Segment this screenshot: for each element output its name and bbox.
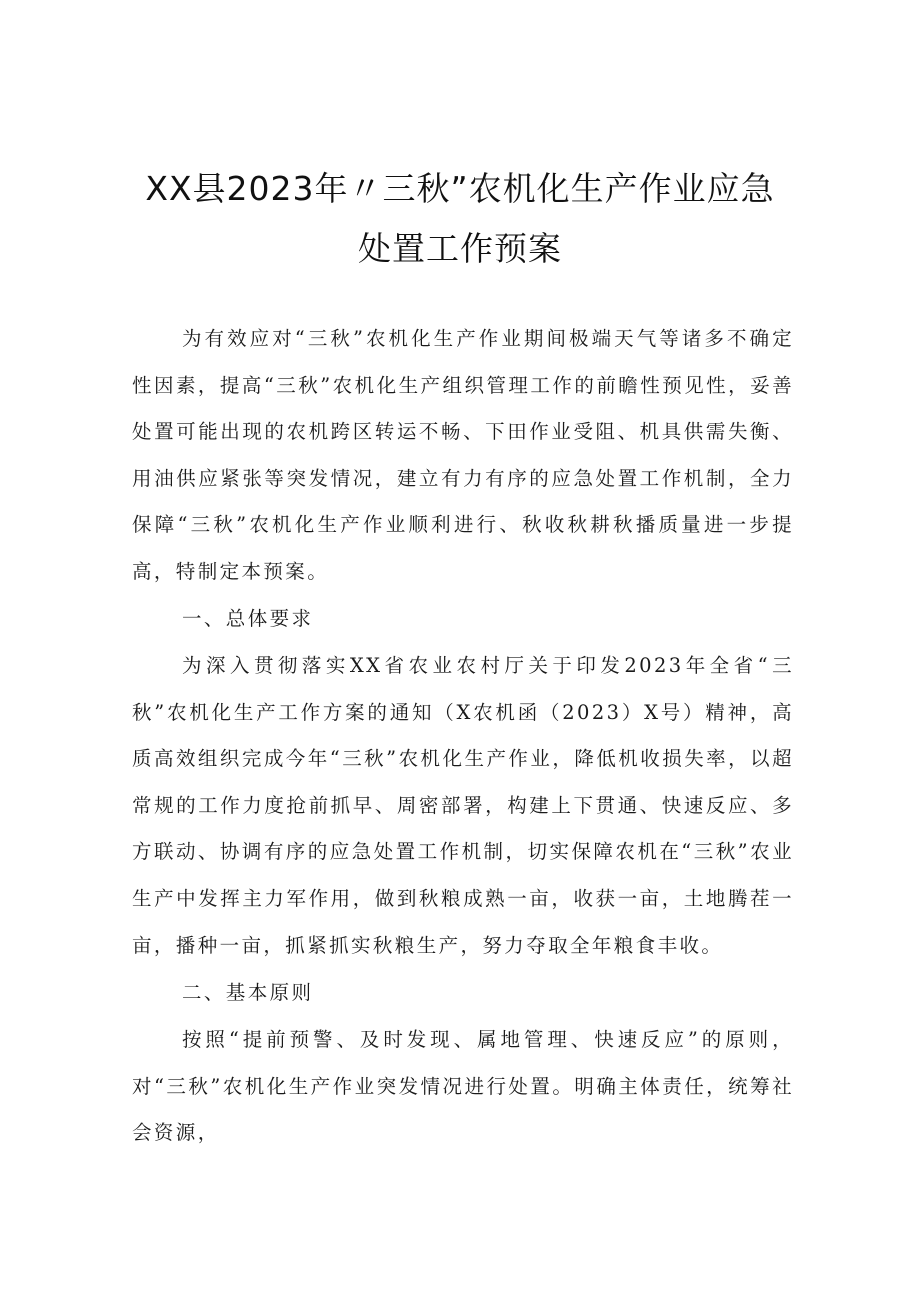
section-heading-general-requirements: 一、总体要求 — [182, 607, 314, 630]
section-body-basic-principles: 按照“提前预警、及时发现、属地管理、快速反应”的原则，对“三秋”农机化生产作业突发情况进行处置。明确主体责任，统筹社会资源， — [132, 1028, 794, 1145]
document-title-line2: 处置工作预案 — [358, 229, 562, 268]
section-body-general-requirements: 为深入贯彻落实XX省农业农村厅关于印发2023年全省“三秋”农机化生产工作方案的通知（X农机函（2023）X号）精神，高质高效组织完成今年“三秋”农机化生产作业，降低机收损失率，以超常规的工作力度抢前抓早、周密部署，构建上下贯通、快速反应、多方联动、协调有序的应急处置工作机制，切实保障农机在“三秋”农业生产中发挥主力军作用，做到秋粮成熟一亩，收获一亩，土地腾茬一亩，播种一亩，抓紧抓实秋粮生产，努力夺取全年粮食丰收。 — [132, 654, 794, 957]
document-title-line1: XX县2023年〃三秋”农机化生产作业应急 — [145, 169, 775, 208]
intro-paragraph: 为有效应对“三秋”农机化生产作业期间极端天气等诸多不确定性因素，提高“三秋”农机化生产组织管理工作的前瞻性预见性，妥善处置可能出现的农机跨区转运不畅、下田作业受阻、机具供需失衡、用油供应紧张等突发情况，建立有力有序的应急处置工作机制，全力保障“三秋”农机化生产作业顺利进行、秋收秋耕秋播质量进一步提高，特制定本预案。 — [132, 327, 794, 583]
section-heading-basic-principles: 二、基本原则 — [182, 981, 314, 1004]
